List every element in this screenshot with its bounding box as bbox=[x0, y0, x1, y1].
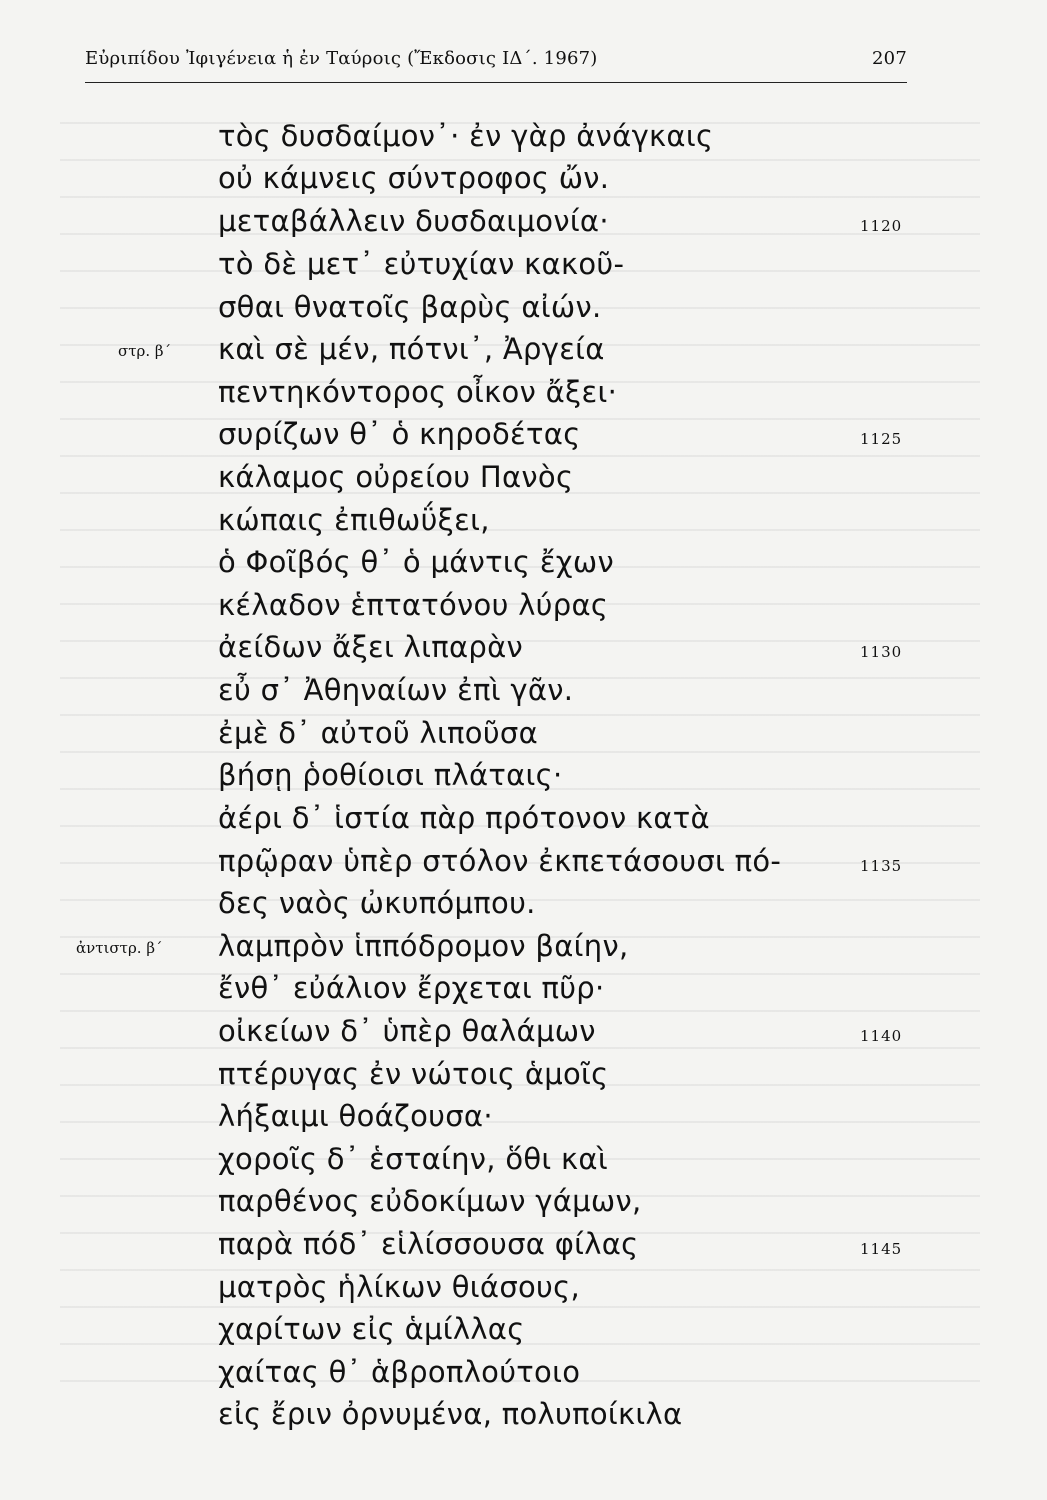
verse-line: τὸ δὲ μετ᾿ εὐτυχίαν κακοῦ- bbox=[218, 247, 625, 281]
header-title: Εὐριπίδου Ἰφιγένεια ἡ ἐν Ταύροις (Ἔκδοσις ΙΔ΄. 1967) bbox=[85, 48, 598, 69]
line-number: 1135 bbox=[860, 857, 903, 875]
verse-line: δες ναὸς ὠκυπόμπου. bbox=[218, 886, 536, 920]
verse-line: συρίζων θ᾿ ὁ κηροδέτας bbox=[218, 417, 581, 451]
verse-line: ἔνθ᾿ εὐάλιον ἔρχεται πῦρ· bbox=[218, 971, 605, 1005]
antistrophe-label: ἀντιστρ. β΄ bbox=[76, 939, 163, 957]
line-number: 1145 bbox=[860, 1240, 903, 1258]
verse-line: πρῷραν ὑπὲρ στόλον ἐκπετάσουσι πό- bbox=[218, 844, 782, 878]
verse-line: χοροῖς δ᾿ ἑσταίην, ὅθι καὶ bbox=[218, 1142, 608, 1176]
verse-line: μεταβάλλειν δυσδαιμονία· bbox=[218, 204, 609, 238]
line-number: 1125 bbox=[860, 430, 903, 448]
verse-line: ἀείδων ἄξει λιπαρὰν bbox=[218, 630, 524, 664]
verse-line: τὸς δυσδαίμον᾿· ἐν γὰρ ἀνάγκαις bbox=[218, 119, 714, 153]
verse-line: λήξαιμι θοάζουσα· bbox=[218, 1099, 493, 1133]
verse-line: βήσῃ ῥοθίοισι πλάταις· bbox=[218, 758, 563, 792]
verse-line: καὶ σὲ μέν, πότνι᾿, Ἀργεία bbox=[218, 332, 605, 366]
line-number: 1140 bbox=[860, 1027, 903, 1045]
verse-line: λαμπρὸν ἱππόδρομον βαίην, bbox=[218, 929, 629, 963]
verse-line: χαρίτων εἰς ἁμίλλας bbox=[218, 1312, 525, 1346]
verse-line: πτέρυγας ἐν νώτοις ἁμοῖς bbox=[218, 1057, 609, 1091]
line-number: 1120 bbox=[860, 217, 903, 235]
header-rule bbox=[85, 82, 907, 83]
page-number: 207 bbox=[872, 48, 907, 69]
verse-line: οὐ κάμνεις σύντροφος ὤν. bbox=[218, 161, 610, 195]
verse-line: παρὰ πόδ᾿ εἱλίσσουσα φίλας bbox=[218, 1227, 639, 1261]
strophe-label: στρ. β΄ bbox=[118, 342, 172, 360]
verse-line: κώπαις ἐπιθωΰξει, bbox=[218, 503, 490, 537]
verse-line: οἰκείων δ᾿ ὑπὲρ θαλάμων bbox=[218, 1014, 596, 1048]
verse-line: ἐμὲ δ᾿ αὐτοῦ λιποῦσα bbox=[218, 716, 539, 750]
verse-line: σθαι θνατοῖς βαρὺς αἰών. bbox=[218, 290, 602, 324]
verse-line: εἰς ἔριν ὀρνυμένα, πολυποίκιλα bbox=[218, 1397, 683, 1431]
verse-line: κέλαδον ἑπτατόνου λύρας bbox=[218, 588, 609, 622]
verse-line: χαίτας θ᾿ ἁβροπλούτοιο bbox=[218, 1355, 581, 1389]
verse-line: παρθένος εὐδοκίμων γάμων, bbox=[218, 1184, 642, 1218]
verse-line: κάλαμος οὐρείου Πανὸς bbox=[218, 460, 574, 494]
verse-line: ὁ Φοῖβός θ᾿ ὁ μάντις ἔχων bbox=[218, 545, 614, 579]
verse-line: ἀέρι δ᾿ ἱστία πὰρ πρότονον κατὰ bbox=[218, 801, 710, 835]
verse-line: εὖ σ᾿ Ἀθηναίων ἐπὶ γᾶν. bbox=[218, 673, 574, 707]
verse-line: ματρὸς ἡλίκων θιάσους, bbox=[218, 1270, 580, 1304]
verse-line: πεντηκόντορος οἶκον ἄξει· bbox=[218, 375, 618, 409]
line-number: 1130 bbox=[860, 643, 903, 661]
running-header bbox=[85, 48, 907, 76]
